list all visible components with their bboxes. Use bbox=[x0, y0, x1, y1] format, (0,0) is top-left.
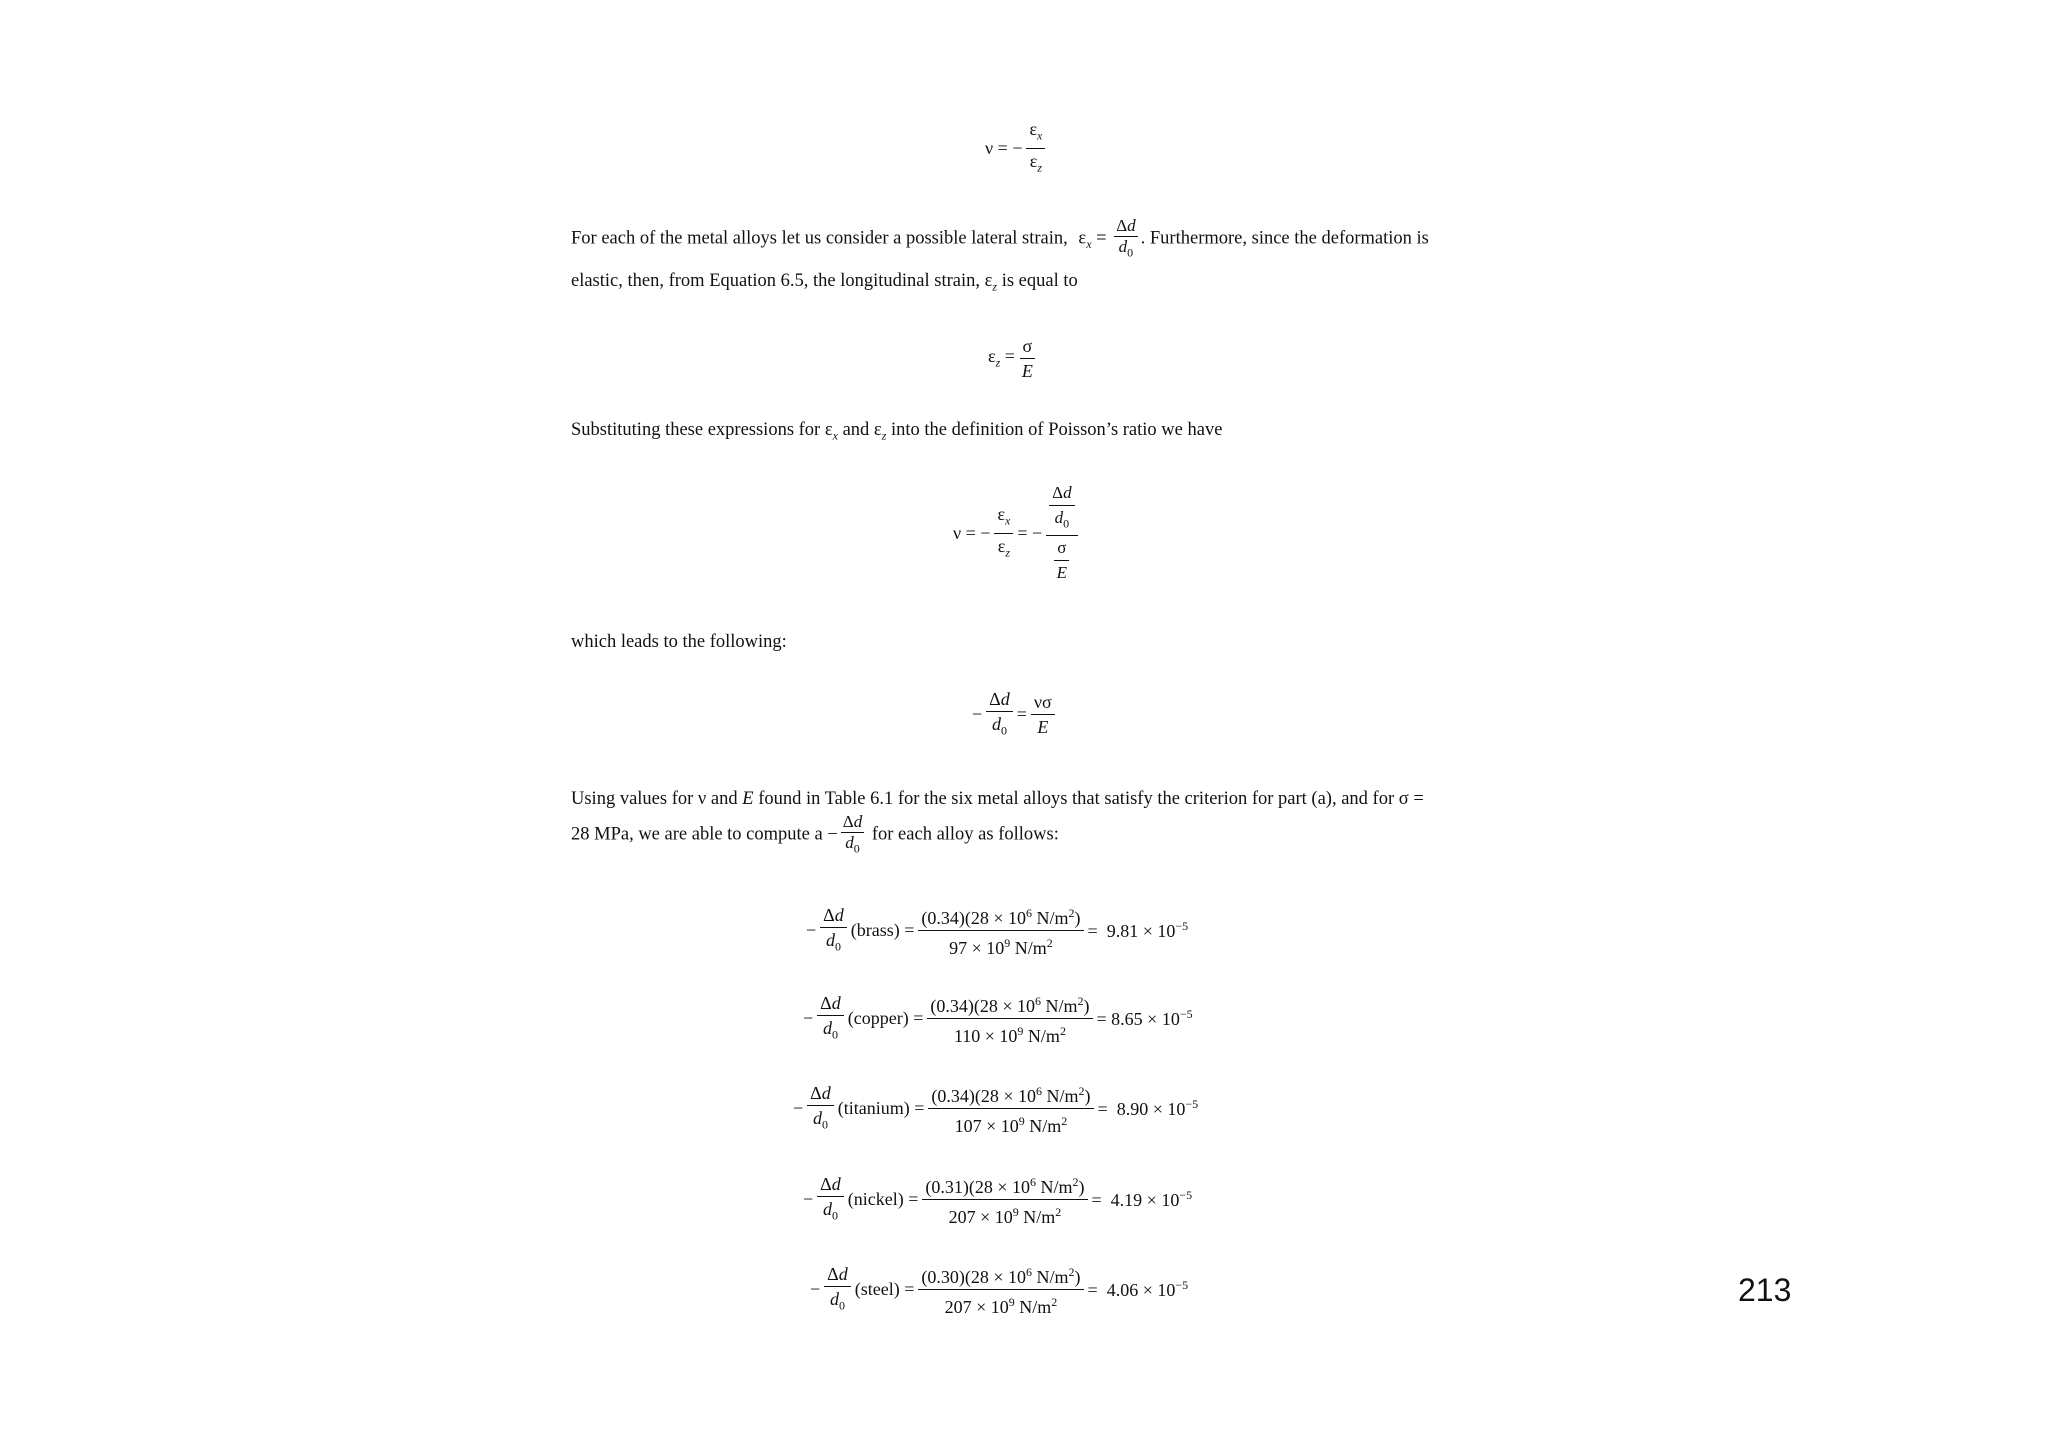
paragraph-leads-to: which leads to the following: bbox=[571, 632, 787, 652]
result-equation-nickel: − $\frac{\Delta d}{d_0}$ (nickel) = $\frac{(0.31)(28 \times 10^6 N/m^2)}{207 \times 10^9 N/m^2}$ = $4.19 \times 10^{-5}$ bbox=[803, 1171, 1192, 1228]
paragraph-lateral-strain: For each of the metal alloys let us consider a possible lateral strain, $\varepsilon_x$ = $\frac{\Delta d}{d_0}$ . Furthermore, since the deformation is bbox=[571, 216, 1429, 260]
result-equation-steel: − $\frac{\Delta d}{d_0}$ (steel) = $\frac{(0.30)(28 \times 10^6 N/m^2)}{207 \times 10^9 N/m^2}$ = $4.06 \times 10^{-5}$ bbox=[810, 1261, 1188, 1318]
paragraph-longitudinal-strain: elastic, then, from Equation 6.5, the longitudinal strain, $\varepsilon_z$ is equal to bbox=[571, 271, 1078, 294]
paragraph-using-values: Using values for ν and E found in Table 6.1 for the six metal alloys that satisfy the criterion for part (a), and for σ = bbox=[571, 789, 1424, 809]
result-equation-titanium: − $\frac{\Delta d}{d_0}$ (titanium) = $\frac{(0.34)(28 \times 10^6 N/m^2)}{107 \times 10^9 N/m^2}$ = $8.90 \times 10^{-5}$ bbox=[793, 1080, 1198, 1137]
poisson-definition-equation: ν = − $\frac{\varepsilon_x}{\varepsilon_z}$ bbox=[985, 118, 1049, 178]
poisson-substituted-equation: ν = − $\frac{\varepsilon_x}{\varepsilon_z}$ = − $\frac{\frac{\Delta d}{d_0}}{\frac{\sigma}{E}}$ bbox=[953, 482, 1082, 584]
page-number: 213 bbox=[1738, 1272, 1792, 1308]
paragraph-substituting: Substituting these expressions for $\varepsilon_x$ and $\varepsilon_z$ into the definition of Poisson’s ratio we have bbox=[571, 420, 1223, 443]
result-equation-copper: − $\frac{\Delta d}{d_0}$ (copper) = $\frac{(0.34)(28 \times 10^6 N/m^2)}{110 \times 10^9 N/m^2}$ = $8.65 \times 10^{-5}$ bbox=[803, 990, 1193, 1047]
strain-result-equation: − $\frac{\Delta d}{d_0}$ = $\frac{\nu\sigma}{E}$ bbox=[972, 688, 1059, 742]
paragraph-compute: 28 MPa, we are able to compute a − $\frac{\Delta d}{d_0}$ for each alloy as follows: bbox=[571, 812, 1059, 856]
longitudinal-strain-equation: $\varepsilon_z$ = $\frac{\sigma}{E}$ bbox=[988, 335, 1040, 382]
result-equation-brass: − $\frac{\Delta d}{d_0}$ (brass) = $\frac{(0.34)(28 \times 10^6 N/m^2)}{97 \times 10^9 N/m^2}$ = $9.81 \times 10^{-5}$ bbox=[806, 902, 1188, 959]
